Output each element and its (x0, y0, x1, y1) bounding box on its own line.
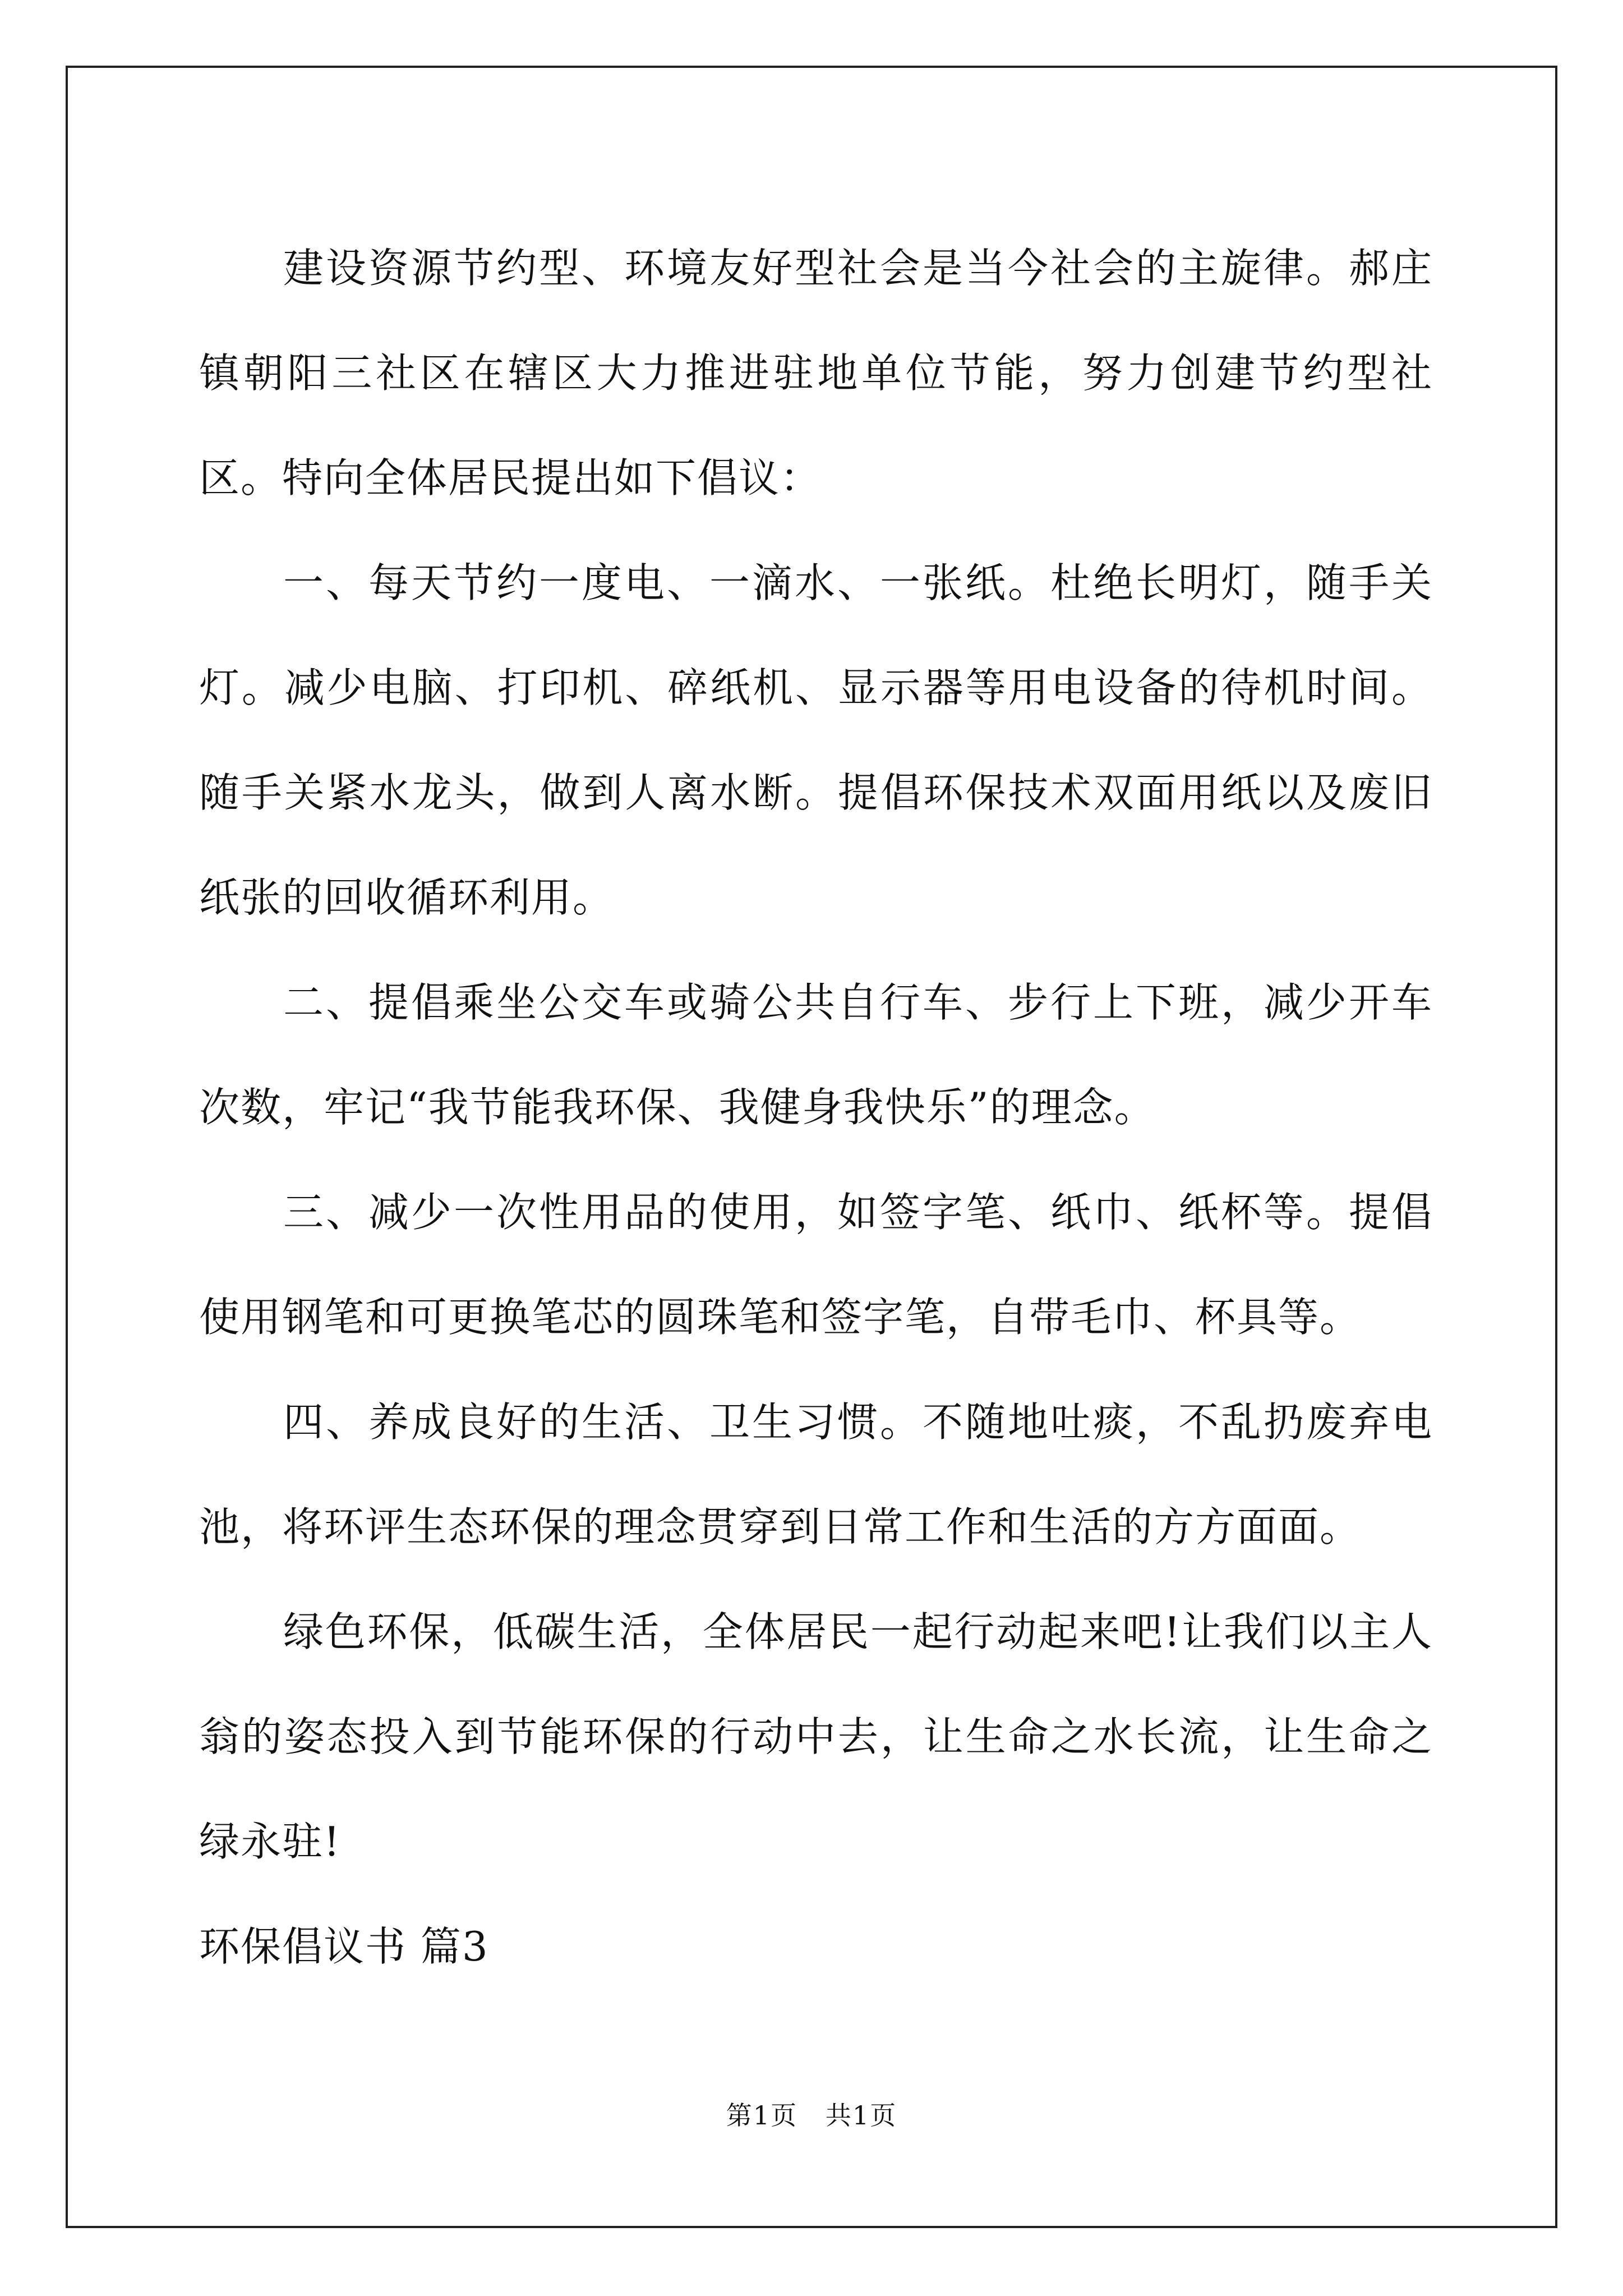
section-heading: 环保倡议书 篇3 (199, 1923, 489, 1970)
paragraph-item-2: 二、提倡乘坐公交车或骑公共自行车、步行上下班，减少开车次数，牢记“我节能我环保、我健身我快乐”的理念。 (199, 979, 1433, 1131)
paragraph-item-3: 三、减少一次性用品的使用，如签字笔、纸巾、纸杯等。提倡使用钢笔和可更换笔芯的圆珠笔和签字笔，自带毛巾、杯具等。 (199, 1189, 1433, 1341)
paragraph-closing: 绿色环保，低碳生活，全体居民一起行动起来吧!让我们以主人翁的姿态投入到节能环保的行动中去，让生命之水长流，让生命之绿永驻! (199, 1608, 1433, 1865)
paragraph-item-4: 四、养成良好的生活、卫生习惯。不随地吐痰，不乱扔废弃电池，将环评生态环保的理念贯穿到日常工作和生活的方方面面。 (199, 1398, 1433, 1550)
document-body (199, 216, 1433, 1999)
paragraph-intro: 建设资源节约型、环境友好型社会是当今社会的主旋律。郝庄镇朝阳三社区在辖区大力推进驻地单位节能，努力创建节约型社区。特向全体居民提出如下倡议： (199, 245, 1433, 501)
page-footer: 第1页 共1页 (726, 2100, 897, 2131)
paragraph-item-1: 一、每天节约一度电、一滴水、一张纸。杜绝长明灯，随手关灯。减少电脑、打印机、碎纸机、显示器等用电设备的待机时间。随手关紧水龙头，做到人离水断。提倡环保技术双面用纸以及废旧纸张的回收循环利用。 (199, 559, 1433, 921)
